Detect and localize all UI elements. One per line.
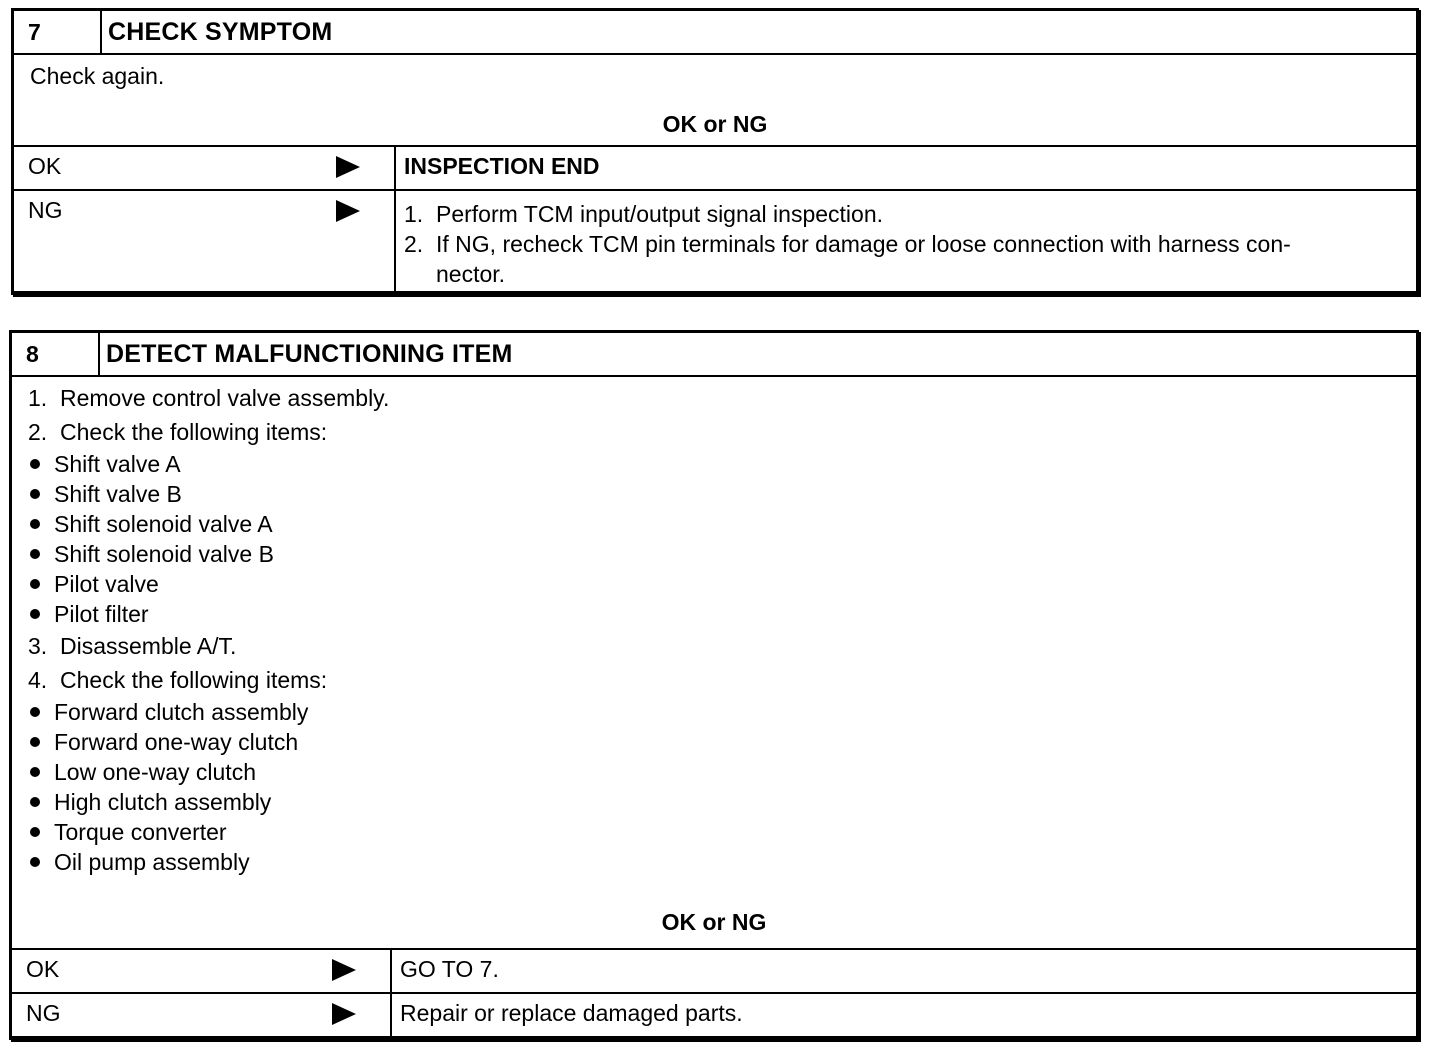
item-text: Shift valve B — [54, 481, 182, 507]
item-text: Check the following items: — [60, 667, 328, 693]
item-number: 2. — [28, 419, 48, 445]
right-arrow-icon — [336, 200, 360, 222]
ng-row — [14, 189, 1416, 291]
list-item-continuation — [404, 259, 1416, 289]
bullet-icon — [30, 489, 40, 499]
right-arrow-icon — [332, 1003, 356, 1025]
step-number: 7 — [14, 11, 102, 53]
bullet-item — [28, 757, 389, 787]
instruction-text: Check again. — [30, 63, 165, 89]
bullet-item — [28, 787, 389, 817]
list-item — [404, 229, 1416, 259]
item-text: Check the following items: — [60, 419, 328, 445]
bullet-item — [28, 509, 389, 539]
check-list — [28, 381, 389, 877]
step-7-header — [14, 11, 1416, 55]
step-8-body — [12, 377, 1416, 948]
item-text: Shift valve A — [54, 451, 181, 477]
item-number: 2. — [404, 231, 424, 257]
item-text: Forward one-way clutch — [54, 729, 299, 755]
ng-result: Repair or replace damaged parts. — [400, 1000, 743, 1026]
item-number: 3. — [28, 633, 48, 659]
item-number: 1. — [404, 201, 424, 227]
ok-label: OK — [26, 956, 60, 982]
step-number: 8 — [12, 333, 100, 375]
ok-row — [12, 948, 1416, 992]
step-7-table — [11, 8, 1419, 295]
bullet-icon — [30, 609, 40, 619]
item-text: Pilot valve — [54, 571, 159, 597]
right-arrow-icon — [332, 959, 356, 981]
bullet-icon — [30, 737, 40, 747]
step-8-table — [9, 330, 1419, 1040]
ng-label: NG — [26, 1000, 61, 1026]
bullet-item — [28, 449, 389, 479]
bullet-icon — [30, 797, 40, 807]
item-text: Torque converter — [54, 819, 227, 845]
bullet-icon — [30, 579, 40, 589]
ok-result: INSPECTION END — [404, 153, 600, 179]
ng-result — [396, 191, 1416, 291]
bullet-item — [28, 569, 389, 599]
ok-label-cell — [14, 147, 396, 189]
item-number: 1. — [28, 385, 48, 411]
item-text: nector. — [436, 261, 506, 287]
item-text: Low one-way clutch — [54, 759, 256, 785]
bullet-item — [28, 599, 389, 629]
bullet-icon — [30, 827, 40, 837]
item-text: Remove control valve assembly. — [60, 385, 390, 411]
ok-label: OK — [28, 153, 62, 179]
item-number: 4. — [28, 667, 48, 693]
bullet-item — [28, 817, 389, 847]
bullet-item — [28, 727, 389, 757]
ng-row — [12, 992, 1416, 1036]
ok-result: GO TO 7. — [400, 956, 499, 982]
right-arrow-icon — [336, 156, 360, 178]
ok-label-cell — [12, 950, 392, 992]
item-text: High clutch assembly — [54, 789, 272, 815]
step-7-body — [14, 55, 1416, 145]
item-text: Forward clutch assembly — [54, 699, 309, 725]
ok-or-ng-prompt: OK or NG — [661, 909, 767, 935]
bullet-icon — [30, 519, 40, 529]
ng-label-cell — [14, 191, 396, 291]
bullet-item — [28, 479, 389, 509]
numbered-item — [28, 663, 389, 697]
bullet-item — [28, 847, 389, 877]
bullet-item — [28, 697, 389, 727]
item-text: Disassemble A/T. — [60, 633, 237, 659]
item-text: Shift solenoid valve B — [54, 541, 274, 567]
ok-or-ng-prompt: OK or NG — [662, 111, 768, 137]
numbered-item — [28, 629, 389, 663]
numbered-item — [28, 415, 389, 449]
bullet-item — [28, 539, 389, 569]
ok-row — [14, 145, 1416, 189]
bullet-icon — [30, 857, 40, 867]
numbered-item — [28, 381, 389, 415]
list-item — [404, 199, 1416, 229]
item-text: Pilot filter — [54, 601, 149, 627]
step-title: CHECK SYMPTOM — [108, 18, 333, 46]
ng-label-cell — [12, 994, 392, 1036]
item-text: Oil pump assembly — [54, 849, 250, 875]
ng-label: NG — [28, 197, 63, 223]
bullet-icon — [30, 767, 40, 777]
bullet-icon — [30, 549, 40, 559]
step-title: DETECT MALFUNCTIONING ITEM — [106, 340, 513, 368]
item-text: If NG, recheck TCM pin terminals for damage or loose connection with harness con- — [436, 231, 1291, 257]
item-text: Perform TCM input/output signal inspection. — [436, 201, 884, 227]
bullet-icon — [30, 459, 40, 469]
item-text: Shift solenoid valve A — [54, 511, 273, 537]
step-8-header — [12, 333, 1416, 377]
bullet-icon — [30, 707, 40, 717]
